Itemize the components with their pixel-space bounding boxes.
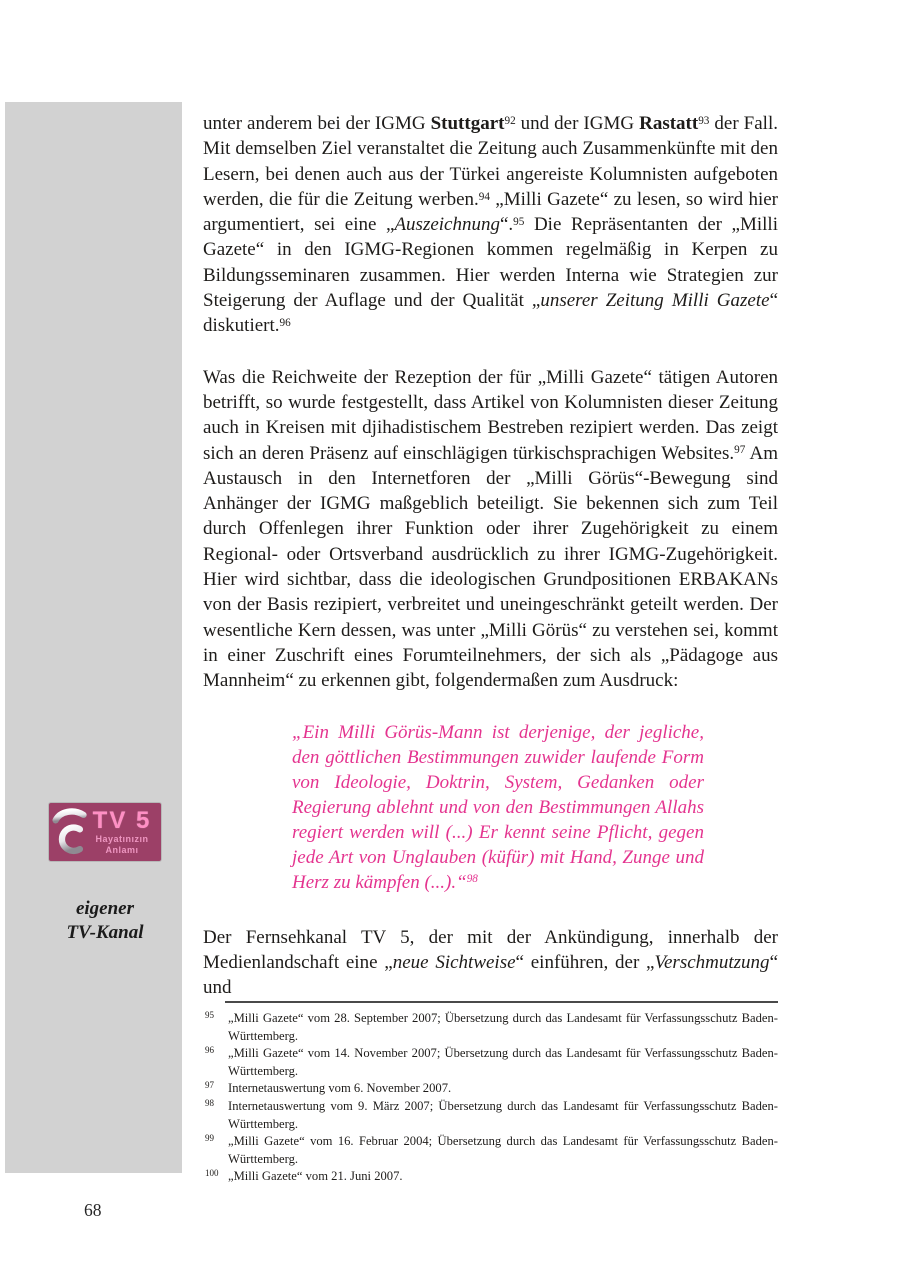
tv5-logo: [49, 803, 161, 861]
footnote-item: [203, 1098, 778, 1133]
footnote-list: [203, 1010, 778, 1186]
paragraph: [203, 365, 778, 694]
text-segment: Am Austausch in den Internetforen der „Milli Görüs“-Bewegung sind Anhänger der IGMG maßgeblich beteiligt. Sie bekennen sich zum Teil durch Offenlegen ihrer Funktion oder ihrer Zugehörigkeit zu einem Regional- oder Ortsverband ausdrücklich zu ihrer IGMG-Zugehörigkeit. Hier wird sichtbar, dass die ideologischen Grundpositionen ERBAKANs von der Basis rezipiert, verbreitet und uneingeschränkt geteilt werden. Der wesentliche Kern dessen, was unter „Milli Görüs“ zu verstehen sei, kommt in einer Zuschrift eines Forumteilnehmers, der sich als „Pädagoge aus Mannheim“ zu erkennen gibt, folgendermaßen zum Ausdruck:: [203, 442, 778, 692]
footnote-item: [203, 1010, 778, 1045]
text-segment: Auszeichnung: [394, 214, 500, 236]
paragraph: [203, 925, 778, 1001]
footnote-number: 97: [205, 1080, 214, 1091]
footnote-number: 100: [205, 1168, 219, 1179]
main-text-column: [203, 111, 778, 1026]
pink-quote: [292, 720, 704, 895]
text-segment: Der Fernsehkanal TV 5, der mit der Ankündigung, innerhalb der Medienlandschaft eine „: [203, 926, 778, 973]
text-segment: unter anderem bei der IGMG: [203, 113, 431, 134]
tv5-tagline-line2: Anlamı: [105, 845, 139, 855]
tv5-brand: TV 5: [92, 807, 152, 834]
footnote-text: „Milli Gazete“ vom 21. Juni 2007.: [228, 1169, 403, 1184]
footnote-text: „Milli Gazete“ vom 16. Februar 2004; Übersetzung durch das Landesamt für Verfassungsschutz Baden-Württemberg.: [228, 1134, 778, 1166]
footnote-text: Internetauswertung vom 6. November 2007.: [228, 1081, 452, 1096]
margin-label-line2: TV-Kanal: [66, 922, 144, 943]
footnote-ref: 96: [279, 317, 291, 329]
text-segment: Was die Reichweite der Rezeption der für „Milli Gazete“ tätigen Autoren betrifft, so wurde festgestellt, dass Artikel von Kolumnisten dieser Zeitung auch in Kreisen mit djihadistischem Bestreben rezipiert werden. Das zeigt sich an deren Präsenz auf einschlägigen türkischsprachigen Websites.: [203, 366, 778, 464]
footnote-ref: 95: [513, 215, 525, 228]
footnote-item: [203, 1045, 778, 1080]
paragraph: [203, 111, 778, 339]
text-segment: neue Sichtweise: [392, 951, 516, 973]
footnote-number: 96: [205, 1045, 214, 1056]
footnote-item: [203, 1080, 778, 1098]
text-segment: „Milli Gazete“ zu lesen, so wird hier argumentiert, sei eine „: [203, 188, 778, 236]
footnote-ref: 94: [478, 190, 490, 203]
tv5-logo-text: [88, 809, 156, 855]
footnote-text: „Milli Gazete“ vom 14. November 2007; Übersetzung durch das Landesamt für Verfassungsschutz Baden-Württemberg.: [228, 1046, 778, 1078]
footnote-text: „Milli Gazete“ vom 28. September 2007; Übersetzung durch das Landesamt für Verfassungsschutz Baden-Württemberg.: [228, 1011, 778, 1043]
footnote-number: 95: [205, 1009, 214, 1020]
footnote-ref: 92: [504, 114, 516, 127]
sidebar-margin-band: [5, 102, 182, 1173]
text-segment: “ diskutiert.: [203, 290, 778, 337]
text-segment: „Ein Milli Görüs-Mann ist derjenige, der jegliche, den göttlichen Bestimmungen zuwider laufende Form von Ideologie, Doktrin, System, Gedanken oder Regierung ablehnt und von den Bestimmungen Allahs regiert werden will (...) Er kennt seine Pflicht, gegen jede Art von Unglauben (küfür) mit Hand, Zunge und Herz zu kämpfen (...).“: [292, 721, 704, 893]
text-segment: “.: [499, 214, 514, 236]
tv5-swoosh-icon: [52, 807, 88, 857]
margin-label-line1: eigener: [75, 898, 135, 919]
tv5-tagline-line1: Hayatınızın: [95, 834, 149, 844]
footnote-rule: [225, 1001, 778, 1003]
footnote-item: [203, 1168, 778, 1186]
footnote-text: Internetauswertung vom 9. März 2007; Übersetzung durch das Landesamt für Verfassungsschutz Baden-Württemberg.: [228, 1098, 778, 1131]
footnote-ref: 97: [734, 444, 746, 457]
text-segment: der Fall. Mit demselben Ziel veranstaltet die Zeitung auch Zusammenkünfte mit den Lesern, bei denen auch aus der Türkei angereiste Kolumnisten aufgeboten werden, die für die Zeitung werben.: [203, 113, 778, 210]
footnote-item: [203, 1133, 778, 1168]
footnote-number: 99: [205, 1133, 214, 1144]
footnotes-section: [203, 1001, 778, 1186]
footnote-ref: 98: [466, 873, 478, 886]
footnote-ref: 93: [698, 114, 710, 127]
text-segment: Verschmutzung: [654, 951, 770, 973]
text-segment: und der IGMG: [515, 113, 640, 134]
text-segment: Die Repräsentanten der „Milli Gazete“ in den IGMG-Regionen kommen regelmäßig in Kerpen zu Bildungsseminaren zusammen. Hier werden Interna wie Strategien zur Steigerung der Auflage und der Qualität „: [203, 214, 778, 312]
text-segment: Stuttgart: [430, 113, 505, 134]
page-number: 68: [84, 1200, 102, 1220]
text-segment: “ und: [203, 951, 778, 999]
text-segment: unserer Zeitung Milli Gazete: [540, 290, 770, 312]
margin-label: [40, 897, 170, 945]
footnote-number: 98: [205, 1097, 214, 1108]
text-segment: Rastatt: [639, 113, 699, 134]
text-segment: “ einführen, der „: [515, 951, 655, 973]
